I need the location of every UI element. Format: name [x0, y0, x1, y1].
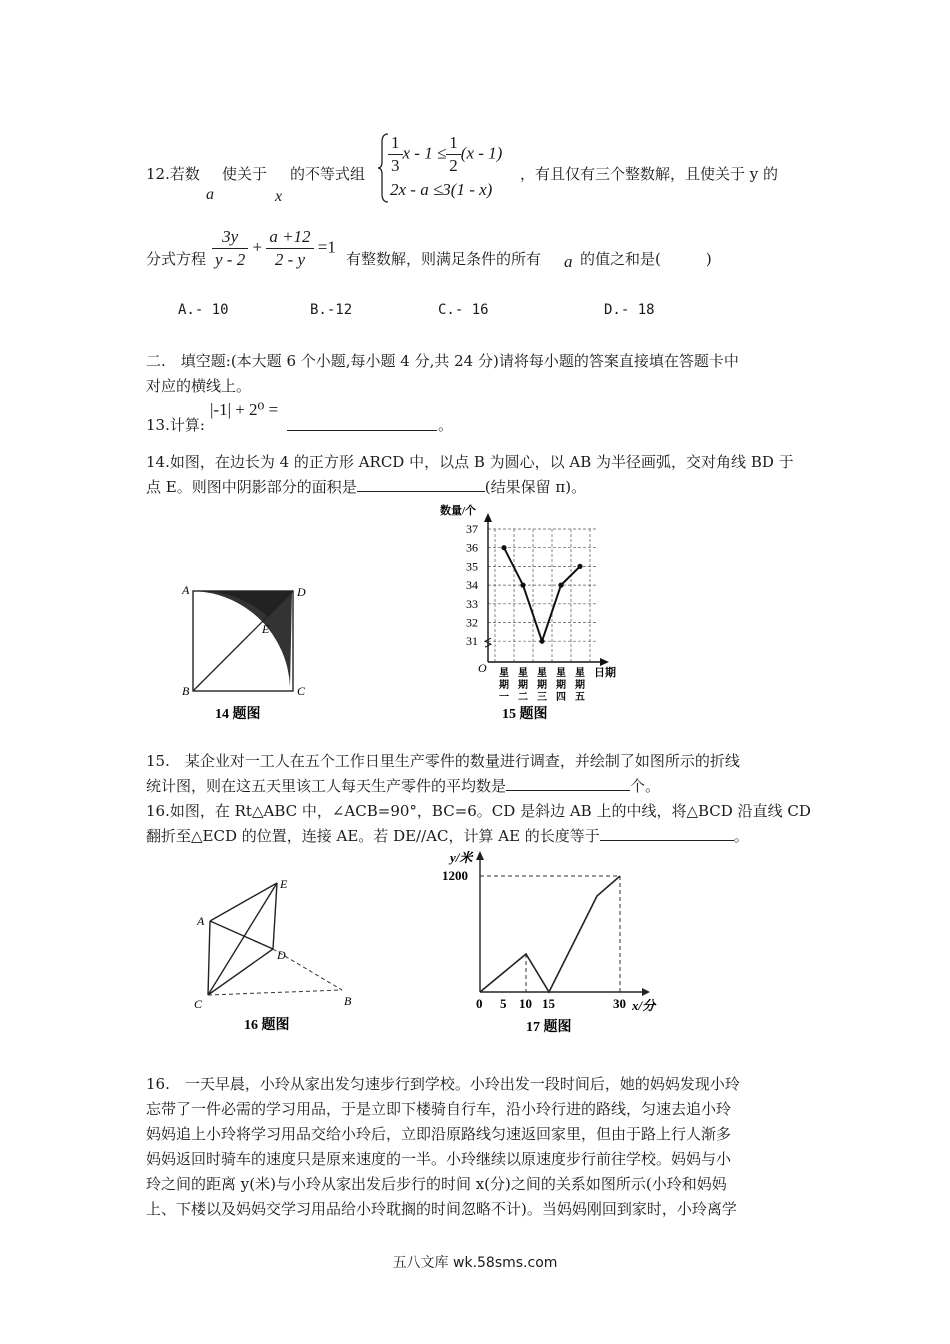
x-mark-30: 30	[613, 996, 626, 1011]
label-e: E	[262, 622, 270, 636]
data-point	[539, 639, 544, 644]
q12-line2-var: a	[564, 252, 573, 271]
label-c: C	[194, 997, 203, 1011]
x-tick-label: 二	[518, 692, 528, 703]
q16b-line: 16. 一天早晨，小玲从家出发匀速步行到学校。小玲出发一段时间后，她的妈妈发现小玲	[146, 1075, 740, 1093]
fig15-caption: 15 题图	[502, 707, 548, 722]
y-tick-label: 37	[466, 522, 478, 536]
fig17-ymark: 1200	[442, 868, 468, 883]
q12-var-a: a	[206, 186, 214, 203]
q16b-line: 忘带了一件必需的学习用品，于是立即下楼骑自行车，沿小玲行进的路线，匀速去追小玲	[146, 1100, 732, 1118]
q12-prefix: 12.若数	[146, 165, 200, 183]
y-tick-label: 32	[466, 615, 478, 630]
chart-origin: O	[478, 661, 487, 675]
fig14-caption: 14 题图	[215, 707, 261, 722]
q12-line2-prefix: 分式方程	[146, 250, 207, 268]
q16b-paragraph	[146, 1072, 740, 1222]
fractional-equation: $\frac{3y}{y - 2}$ + $\frac{a +12}{2 - y}$ =1	[212, 226, 336, 271]
y-axis-arrow	[484, 513, 492, 522]
q16a-line1: 16.如图，在 Rt△ABC 中，∠ACB=90°，BC=6。CD 是斜边 AB 上的中线，将△BCD 沿直线 CD	[146, 802, 811, 820]
fig17-ylabel: y/米	[450, 850, 473, 865]
footer-watermark: 五八文库 wk.58sms.com	[392, 1255, 558, 1271]
inequality-system: $\frac{1}{3}$ x - 1 ≤ $\frac{1}{2}$ (x - 1) 2x - a ≤3(1 - x)	[378, 132, 518, 204]
distance-line	[480, 876, 620, 992]
fig16-caption: 16 题图	[244, 1018, 290, 1033]
q14-answer-blank[interactable]	[357, 475, 485, 492]
q12-line2-end: 的值之和是( )	[580, 250, 712, 268]
inequality-2: 2x - a ≤3(1 - x)	[390, 180, 493, 199]
x-tick-label: 一	[499, 692, 509, 703]
label-d: D	[277, 948, 286, 962]
section2-heading-2: 对应的横线上。	[146, 377, 252, 395]
q16b-line: 妈妈追上小玲将学习用品交给小玲后，立即沿原路线匀速返回家里，但由于路上行人渐多	[146, 1125, 732, 1143]
q12-mid2: 的不等式组	[290, 165, 366, 183]
series-line	[504, 548, 580, 642]
x-tick-label: 五	[575, 692, 585, 703]
figure-17	[430, 848, 670, 1038]
x-mark-15: 15	[542, 996, 555, 1011]
x-tick-label: 星	[518, 668, 528, 679]
label-b: B	[344, 994, 352, 1008]
q16b-line: 玲之间的距离 y(米)与小玲从家出发后步行的时间 x(分)之间的关系如图所示(小玲和妈妈	[146, 1175, 727, 1193]
label-e: E	[280, 877, 288, 891]
q16a-answer-blank[interactable]	[600, 824, 734, 841]
q13-prefix: 13.计算:	[146, 416, 205, 434]
x-axis-arrow	[600, 658, 609, 666]
data-point	[558, 583, 563, 588]
y-tick-label: 36	[466, 540, 478, 555]
label-b: B	[182, 684, 190, 698]
x-mark-10: 10	[519, 996, 532, 1011]
figure-16	[186, 868, 376, 1038]
x-tick-label: 星	[499, 668, 509, 679]
q16b-line: 上、下楼以及妈妈交学习用品给小玲耽搁的时间忽略不计)。当妈妈刚回到家时，小玲离学	[146, 1200, 737, 1218]
option-d: D.- 18	[604, 302, 655, 318]
chart-ylabel: 数量/个	[440, 505, 477, 517]
q14-line2: 点 E。则图中阴影部分的面积是 (结果保留 π)。	[146, 474, 586, 500]
x-tick-label: 期	[556, 680, 566, 691]
x-mark-5: 5	[500, 996, 507, 1011]
q15-line1: 15. 某企业对一工人在五个工作日里生产零件的数量进行调查，并绘制了如图所示的折线	[146, 752, 740, 770]
option-c: C.- 16	[438, 302, 489, 318]
q16b-line: 妈妈返回时骑车的速度只是原来速度的一半。小玲继续以原速度步行前往学校。妈妈与小	[146, 1150, 732, 1168]
x-tick-label: 期	[537, 680, 547, 691]
y-tick-label: 34	[466, 578, 478, 593]
figure-14	[170, 578, 320, 728]
label-c: C	[297, 684, 306, 698]
data-point	[520, 583, 525, 588]
label-a: A	[197, 914, 205, 928]
fig17-xlabel: x/分	[632, 998, 656, 1013]
chart-x-ticks	[499, 666, 585, 703]
q15-line2: 统计图，则在这五天里该工人每天生产零件的平均数是 个。	[146, 773, 660, 799]
q13-end: 。	[438, 416, 454, 434]
q12-after: ，有且仅有三个整数解，且使关于 y 的	[520, 165, 779, 183]
fig17-caption: 17 题图	[526, 1020, 572, 1035]
x-tick-label: 三	[537, 692, 547, 703]
x-tick-label: 期	[499, 680, 509, 691]
option-a: A.- 10	[178, 302, 229, 318]
q12-line2-after: 有整数解，则满足条件的所有	[346, 250, 542, 268]
data-point	[577, 564, 582, 569]
option-b: B.-12	[310, 302, 353, 318]
x-tick-label: 期	[575, 680, 585, 691]
x-tick-label: 四	[556, 692, 566, 703]
q14-line1: 14.如图，在边长为 4 的正方形 ARCD 中，以点 B 为圆心，以 AB 为半径画弧，交对角线 BD 于	[146, 453, 794, 471]
chart-xlabel: 日期	[594, 667, 616, 679]
x-tick-label: 期	[518, 680, 528, 691]
q15-answer-blank[interactable]	[506, 774, 630, 791]
x-mark-0: 0	[476, 996, 483, 1011]
axis-break	[485, 638, 491, 647]
y-tick-label: 33	[466, 596, 478, 611]
q16a-line2: 翻折至△ECD 的位置，连接 AE。若 DE//AC，计算 AE 的长度等于 。	[146, 823, 749, 849]
q13-expression: |-1| + 2⁰ =	[210, 400, 279, 419]
y-tick-label: 31	[466, 634, 478, 649]
x-tick-label: 星	[556, 668, 566, 679]
section2-heading: 二. 填空题:(本大题 6 个小题,每小题 4 分,共 24 分)请将每小题的答案直接填在答题卡中	[146, 352, 739, 370]
x-tick-label: 星	[575, 668, 585, 679]
q13-answer-blank[interactable]	[287, 414, 437, 431]
chart-series	[501, 545, 582, 644]
q12-var-x: x	[275, 188, 283, 205]
q12-mid1: 使关于	[222, 165, 268, 183]
data-point	[501, 545, 506, 550]
x-tick-label: 星	[537, 668, 547, 679]
label-d: D	[297, 585, 306, 599]
y-tick-label: 35	[466, 559, 478, 574]
chart-y-ticks	[466, 522, 478, 648]
figure-15-chart	[436, 500, 626, 725]
label-a: A	[182, 583, 190, 597]
